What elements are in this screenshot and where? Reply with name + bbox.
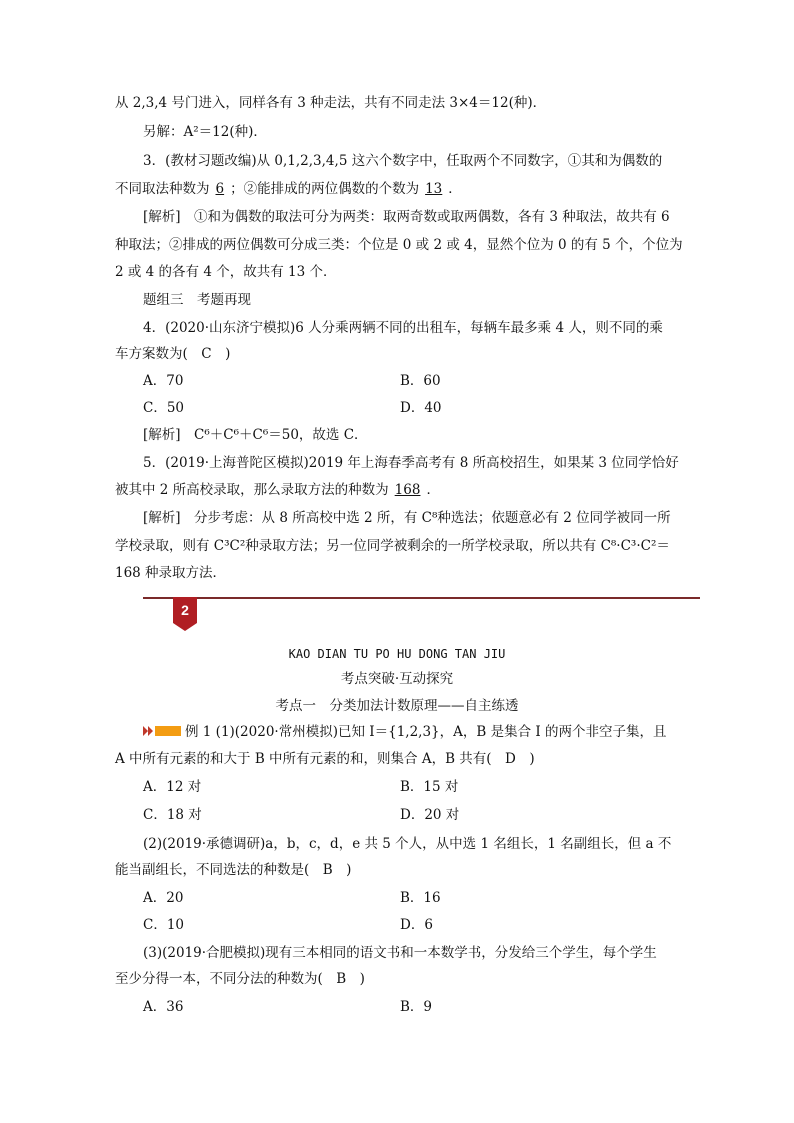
example-2-line2: 能当副组长，不同选法的种数是( B ) [115,862,352,878]
group-heading: 题组三 考题再现 [143,292,251,308]
answer-blank: 6 [215,181,225,197]
solution-line: [解析] C⁶＋C⁶＋C⁶＝50，故选 C． [143,427,368,443]
solution-line: 学校录取，则有 C³C²种录取方法；另一位同学被剩余的一所学校录取，所以共有 C⁸·C³·C²＝ [115,538,670,554]
section-number-badge [173,597,197,631]
example-2-line1: (2)(2019·承德调研)a，b，c，d，e 共 5 个人，从中选 1 名组长，1 名副组长，但 a 不 [143,836,672,852]
option-b: B．16 [400,890,441,906]
answer-blank: 168 [394,482,421,498]
option-c: C．10 [143,917,185,933]
section-number: 2 [181,602,189,618]
option-c: C．18 对 [143,807,202,823]
section-title: 考点突破·互动探究 [340,671,454,687]
option-c: C．50 [143,400,185,416]
option-a: A．70 [143,373,184,389]
text-span: ． [426,482,440,498]
section-subtitle: 考点一 分类加法计数原理——自主练透 [275,698,519,714]
question-3-line2 [115,180,462,198]
text-span: ． [448,181,462,197]
option-b: B．60 [400,373,441,389]
section-pinyin: KAO DIAN TU PO HU DONG TAN JIU [288,647,506,661]
option-d: D．40 [400,400,442,416]
question-4-line1: 4．(2020·山东济宁模拟)6 人分乘两辆不同的出租车，每辆车最多乘 4 人，则不同的乘 [143,320,663,336]
answer-blank: 13 [425,181,443,197]
option-a: A．20 [143,890,184,906]
question-3-line1: 3．(教材习题改编)从 0,1,2,3,4,5 这六个数字中，任取两个不同数字，①其和为偶数的 [143,153,663,169]
example-3-line2: 至少分得一本，不同分法的种数为( B ) [115,971,365,987]
example-1-line1: 例 1 (1)(2020·常州模拟)已知 I＝{1,2,3}，A，B 是集合 I 的两个非空子集，且 [185,724,667,740]
solution-line: 2 或 4 的各有 4 个，故共有 13 个． [115,264,337,280]
solution-line: 168 种录取方法． [115,565,227,581]
option-d: D．20 对 [400,807,460,823]
option-a: A．12 对 [143,779,202,795]
solution-line: 种取法；②排成的两位偶数可分成三类：个位是 0 或 2 或 4，显然个位为 0 的有 5 个，个位为 [115,237,683,253]
question-5-line1: 5．(2019·上海普陀区模拟)2019 年上海春季高考有 8 所高校招生，如果某 3 位同学恰好 [143,455,679,471]
question-4-line2: 车方案数为( C ) [115,346,231,362]
option-a: A．36 [143,999,184,1015]
solution-line: [解析] ①和为偶数的取法可分为两类：取两奇数或取两偶数，各有 3 种取法，故共有 6 [143,209,670,225]
option-b: B．9 [400,999,433,1015]
option-d: D．6 [400,917,433,933]
example-marker-icon [143,725,183,737]
question-5-line2 [115,481,440,499]
text-span: 被其中 2 所高校录取，那么录取方法的种数为 [115,482,389,498]
option-b: B．15 对 [400,779,459,795]
text-span: ；②能排成的两位偶数的个数为 [230,181,420,197]
example-3-line1: (3)(2019·合肥模拟)现有三本相同的语文书和一本数学书，分发给三个学生，每个学生 [143,945,657,961]
section-divider [143,597,700,599]
solution-line: [解析] 分步考虑：从 8 所高校中选 2 所，有 C⁸种选法；依题意必有 2 位同学被同一所 [143,510,671,526]
example-1-line2: A 中所有元素的和大于 B 中所有元素的和，则集合 A，B 共有( D ) [115,751,535,767]
text-line: 另解：A²＝12(种)． [143,124,267,140]
text-span: 不同取法种数为 [115,181,210,197]
text-line: 从 2,3,4 号门进入，同样各有 3 种走法，共有不同走法 3×4＝12(种)． [115,95,547,111]
